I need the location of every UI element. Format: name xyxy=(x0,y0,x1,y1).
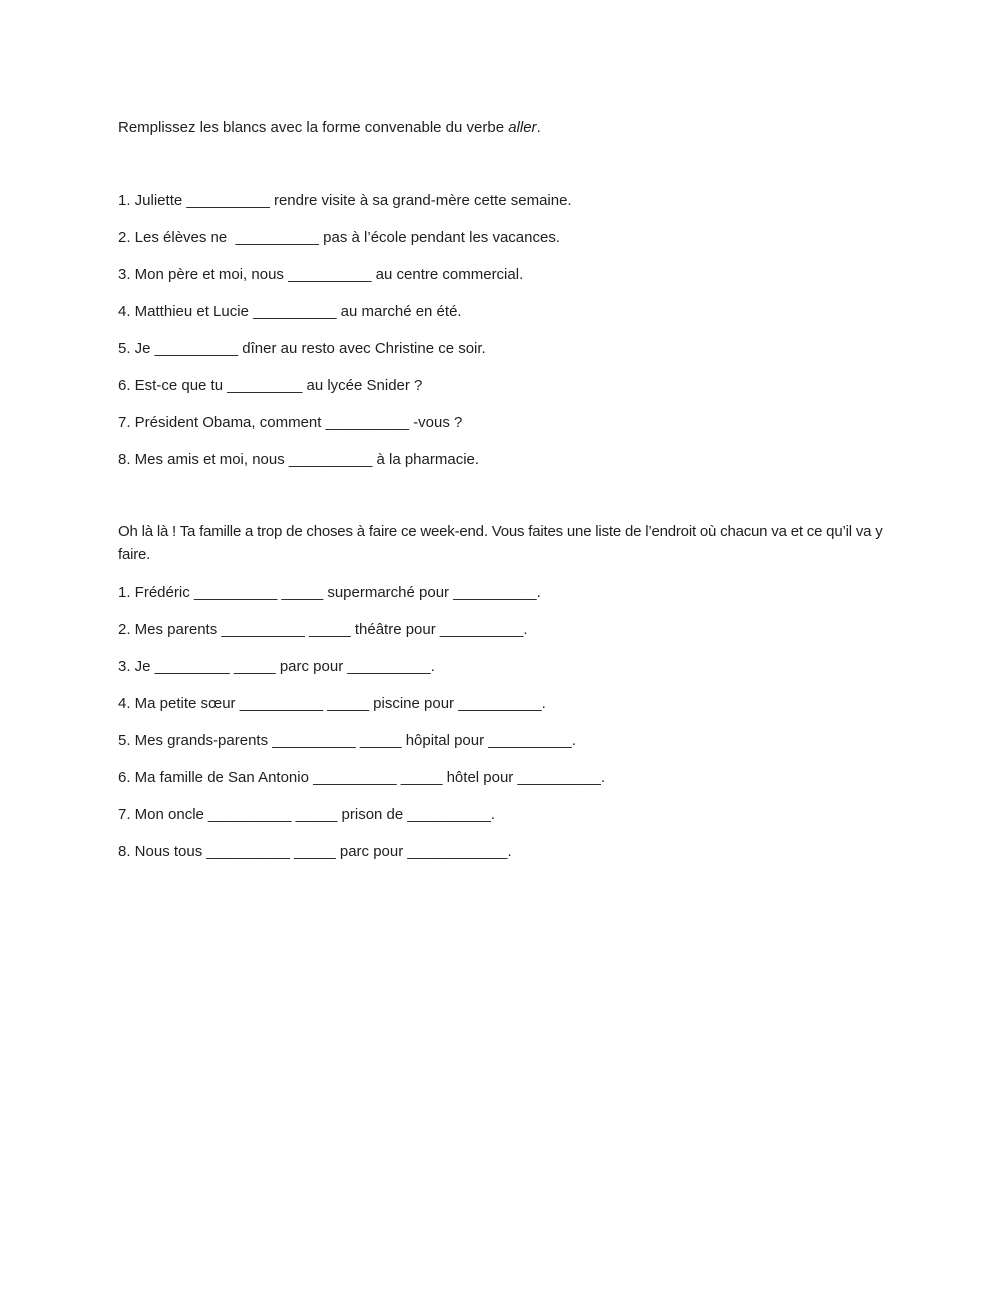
exercise1-item-4: 4. Matthieu et Lucie __________ au marché en été. xyxy=(118,303,462,320)
exercise1-item-1: 1. Juliette __________ rendre visite à sa grand-mère cette semaine. xyxy=(118,192,572,209)
exercise1-item-5: 5. Je __________ dîner au resto avec Christine ce soir. xyxy=(118,340,486,357)
exercise1-list xyxy=(118,191,900,470)
exercise1-instructions xyxy=(118,118,900,138)
exercise2-item-5: 5. Mes grands-parents __________ _____ hôpital pour __________. xyxy=(118,732,576,749)
instructions-text: Remplissez les blancs avec la forme convenable du verbe xyxy=(118,119,509,136)
exercise2-intro: Oh là là ! Ta famille a trop de choses à faire ce week-end. Vous faites une liste de l’endroit où chacun va et ce qu’il va y faire. xyxy=(118,523,887,563)
instructions-period: . xyxy=(536,119,541,136)
exercise2-item-4: 4. Ma petite sœur __________ _____ piscine pour __________. xyxy=(118,695,546,712)
exercise1-item-7: 7. Président Obama, comment __________ -vous ? xyxy=(118,414,463,431)
exercise2-list xyxy=(118,583,900,862)
exercise2-item-8: 8. Nous tous __________ _____ parc pour ____________. xyxy=(118,843,512,860)
exercise2-item-6: 6. Ma famille de San Antonio __________ _____ hôtel pour __________. xyxy=(118,769,606,786)
exercise2-item-7: 7. Mon oncle __________ _____ prison de __________. xyxy=(118,806,495,823)
exercise1-item-3: 3. Mon père et moi, nous __________ au centre commercial. xyxy=(118,266,524,283)
exercise2-item-3: 3. Je _________ _____ parc pour __________. xyxy=(118,658,435,675)
verb-aller-italic: aller xyxy=(508,119,537,136)
exercise1-item-8: 8. Mes amis et moi, nous __________ à la pharmacie. xyxy=(118,451,480,468)
exercise1-item-6: 6. Est-ce que tu _________ au lycée Snider ? xyxy=(118,377,423,394)
exercise2-item-2: 2. Mes parents __________ _____ théâtre pour __________. xyxy=(118,621,528,638)
exercise1-item-2: 2. Les élèves ne __________ pas à l’école pendant les vacances. xyxy=(118,229,560,246)
exercise2-item-1: 1. Frédéric __________ _____ supermarché pour __________. xyxy=(118,584,541,601)
